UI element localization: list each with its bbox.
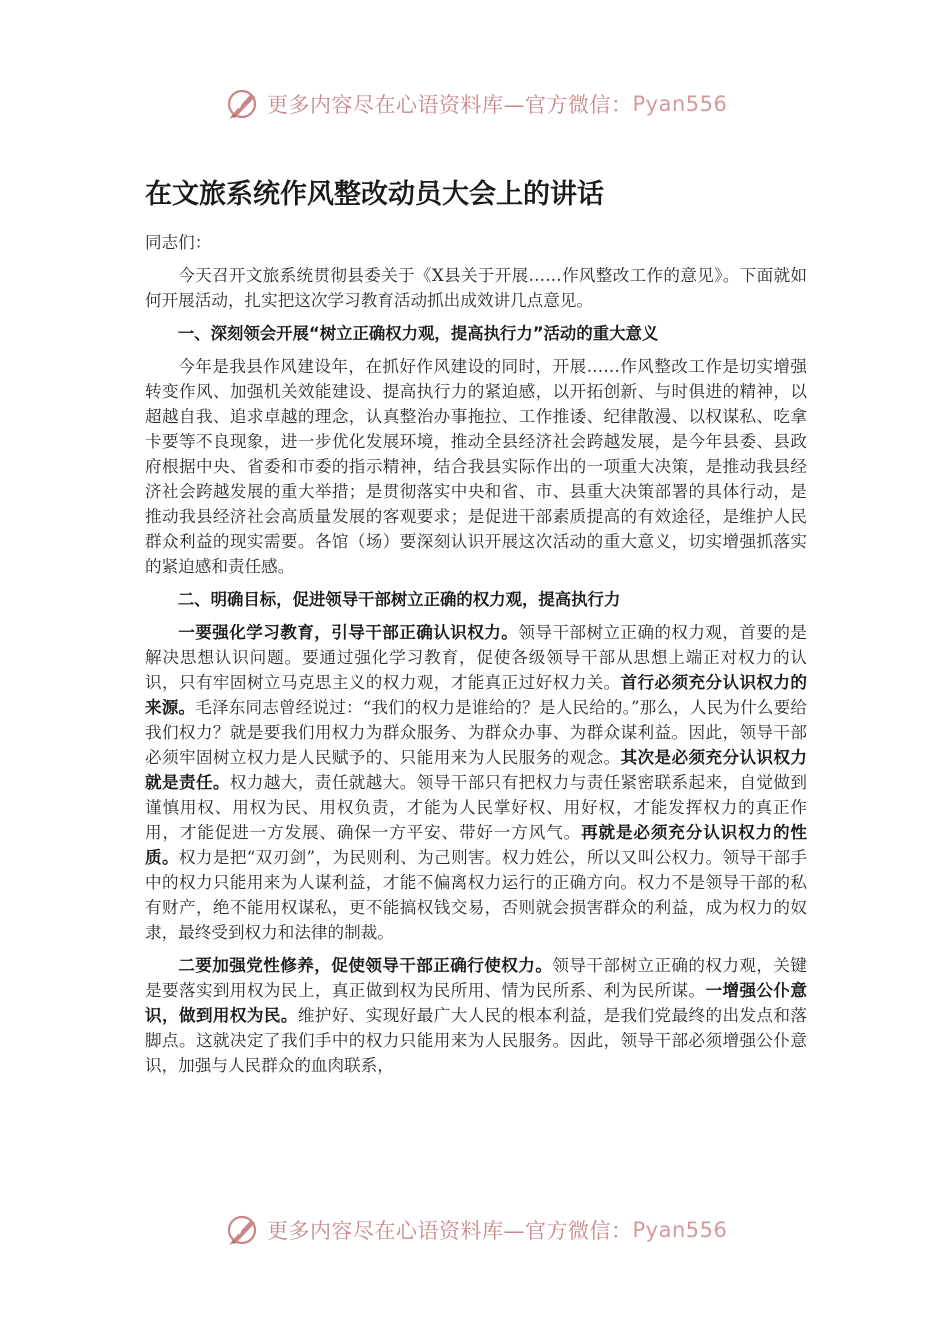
banner-wechat-id: Pyan556	[632, 1218, 728, 1242]
bold-lead: 首行必须充分认识权力的来源。	[145, 673, 807, 717]
paragraph-text: 维护好、实现好最广大人民的根本利益，是我们党最终的出发点和落脚点。这就决定了我们手中的权力只能用来为人民服务。因此，领导干部必须增强公仆意识，加强与人民群众的血肉联系，	[145, 1006, 807, 1075]
bold-lead: 二要加强党性修养，促使领导干部正确行使权力。	[178, 956, 553, 975]
section-2-paragraph-1	[145, 620, 807, 945]
document-body	[145, 230, 807, 1078]
watermark-banner-top	[225, 84, 745, 124]
banner-wechat-id: Pyan556	[632, 92, 728, 116]
section-2-paragraph-2	[145, 953, 807, 1078]
section-heading-2: 二、明确目标，促进领导干部树立正确的权力观，提高执行力	[177, 590, 621, 609]
bold-lead: 再就是必须充分认识权力的性质。	[145, 823, 808, 867]
bold-lead: 其次是必须充分认识权力就是责任。	[145, 748, 807, 792]
paragraph-text: 领导干部树立正确的权力观，首要的是解决思想认识问题。要通过强化学习教育，促使各级领导干部从思想上端正对权力的认识，只有牢固树立马克思主义的权力观，才能真正过好权力关。	[145, 623, 808, 692]
pen-logo-icon	[225, 1212, 261, 1248]
bold-lead: 一要强化学习教育，引导干部正确认识权力。	[178, 623, 519, 642]
paragraph-text: 领导干部树立正确的权力观，关键是要落实到用权为民上，真正做到权为民所用、情为民所系、利为民所谋。	[145, 956, 808, 1000]
section-heading-1: 一、深刻领会开展“树立正确权力观，提高执行力”活动的重大意义	[177, 324, 659, 343]
watermark-banner-bottom	[225, 1210, 745, 1250]
document-title: 在文旅系统作风整改动员大会上的讲话	[145, 179, 604, 210]
pen-logo-icon	[225, 86, 261, 122]
bold-lead: 一增强公仆意识，做到用权为民。	[145, 981, 807, 1025]
banner-text: 更多内容尽在心语资料库—官方微信：	[267, 93, 633, 117]
paragraph-text: 权力越大，责任就越大。领导干部只有把权力与责任紧密联系起来，自觉做到谨慎用权、用权为民、用权负责，才能为人民掌好权、用好权，才能发挥权力的真正作用，才能促进一方发展、确保一方平安、带好一方风气。	[145, 773, 807, 842]
paragraph-text: 权力是把“双刃剑”，为民则利、为己则害。权力姓公，所以又叫公权力。领导干部手中的权力只能用来为人谋利益，才能不偏离权力运行的正确方向。权力不是领导干部的私有财产，绝不能用权谋私，更不能搞权钱交易，否则就会损害群众的利益，成为权力的奴隶，最终受到权力和法律的制裁。	[145, 848, 808, 942]
banner-text: 更多内容尽在心语资料库—官方微信：	[267, 1219, 633, 1243]
section-1-paragraph: 今年是我县作风建设年，在抓好作风建设的同时，开展……作风整改工作是切实增强转变作风、加强机关效能建设、提高执行力的紧迫感，以开拓创新、与时俱进的精神，以超越自我、追求卓越的理念，认真整治办事拖拉、工作推诿、纪律散漫、以权谋私、吃拿卡要等不良现象，进一步优化发展环境，推动全县经济社会跨越发展，是今年县委、县政府根据中央、省委和市委的指示精神，结合我县实际作出的一项重大决策，是推动我县经济社会跨越发展的重大举措；是贯彻落实中央和省、市、县重大决策部署的具体行动，是推动我县经济社会高质量发展的客观要求；是促进干部素质提高的有效途径，是维护人民群众利益的现实需要。各馆（场）要深刻认识开展这次活动的重大意义，切实增强抓落实的紧迫感和责任感。	[145, 357, 807, 576]
paragraph-text: 毛泽东同志曾经说过：“我们的权力是谁给的？是人民给的。”那么，人民为什么要给我们权力？就是要我们用权力为群众服务、为群众办事、为群众谋利益。因此，领导干部必须牢固树立权力是人民赋予的、只能用来为人民服务的观念。	[145, 698, 807, 767]
salutation: 同志们：	[145, 233, 212, 252]
intro-paragraph: 今天召开文旅系统贯彻县委关于《X县关于开展……作风整改工作的意见》。下面就如何开展活动，扎实把这次学习教育活动抓出成效讲几点意见。	[145, 266, 807, 310]
